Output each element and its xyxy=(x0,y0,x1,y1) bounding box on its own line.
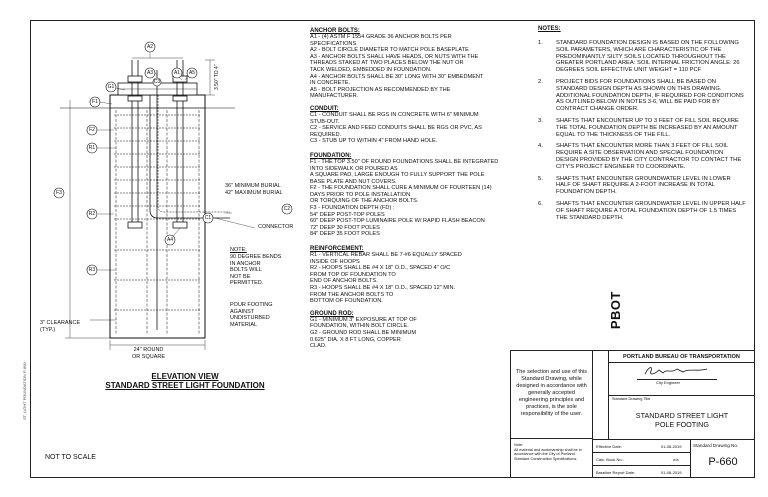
spec-line: FROM THE ANCHOR BOLTS TO xyxy=(310,291,394,298)
std-no-value: P-660 xyxy=(708,456,738,468)
callout-A2: A2 xyxy=(146,44,154,50)
spec-line: A4 - ANCHOR BOLTS SHALL BE 30" LONG WITH 30" EMBEDMENT xyxy=(310,73,484,80)
agency-name: PORTLAND BUREAU OF TRANSPORTATION xyxy=(609,351,755,363)
spec-line: DAYS PRIOR TO POLE INSTALLATION xyxy=(310,191,411,198)
spec-line: 72" DEEP 30 FOOT POLES xyxy=(310,224,380,231)
callout-F3: F3 xyxy=(56,190,62,196)
spec-line: A3 - ANCHOR BOLTS SHALL HAVE HEADS, OR NUTS WITH THE xyxy=(310,53,479,60)
engineer-signature xyxy=(641,364,711,378)
note-number: 6. xyxy=(538,200,543,207)
not-to-scale: NOT TO SCALE xyxy=(45,454,96,461)
round-dim: 24" ROUND OR SQUARE xyxy=(132,347,166,360)
title-block xyxy=(510,291,755,478)
projection-dim: 3.50" TO 4" xyxy=(214,64,220,90)
notes-heading: NOTES: xyxy=(538,26,561,32)
spec-line: C3 - STUB UP TO WITHIN 4" FROM HAND HOLE. xyxy=(310,138,438,145)
info-grid xyxy=(593,439,755,478)
note-body: SHAFTS THAT ENCOUNTER MORE THAN 3 FEET OF FILL SOIL REQUIRE A SITE OBSERVATION AND SPECIAL FOUNDATION DESIGN PROVIDED BY THE CITY CONTRACTOR TO CONTACT THE CITY'S PROJECT ENGINEER TO COORDINATE. xyxy=(556,143,742,170)
note-body: SHAFTS THAT ENCOUNTER UP TO 3 FEET OF FILL SOIL REQUIRE THE TOTAL FOUNDATION DEPTH BE INCREASED BY AN AMOUNT EQUAL TO THE THICKNESS OF THE FILL. xyxy=(556,117,739,138)
calc-value: n/a xyxy=(673,457,679,462)
spec-line: SPECIFICATIONS xyxy=(310,40,357,47)
spec-line: F3 - FOUNDATION DEPTH (FD) : xyxy=(310,205,395,212)
note-label: NOTE: xyxy=(230,247,247,253)
callout-A5: A5 xyxy=(188,70,196,76)
spec-line: OR TORQUING OF THE ANCHOR BOLTS. xyxy=(310,198,419,205)
notes-column xyxy=(538,26,753,226)
calc-row xyxy=(593,453,691,466)
elevation-title: ELEVATION VIEW xyxy=(151,372,219,381)
pbot-logo xyxy=(593,291,623,439)
pbot-logo-text: PBOT xyxy=(608,291,623,330)
note-body: PROJECT BIDS FOR FOUNDATIONS SHALL BE BASED ON STANDARD DESIGN DEPTH AS SHOWN ON THIS DRAWING. ADDITIONAL FOUNDATION DEPTH, IF REQUIRED FOR CONDITIONS AS OUTLINED BELOW IN NOTES 3-6, WILL BE PAID FOR BY CONTRACT CHANGE ORDER. xyxy=(556,78,744,113)
spec-line: R3 - HOOPS SHALL BE #4 X 18" O.D., SPACED 12" MIN. xyxy=(310,285,456,291)
note-number: 2. xyxy=(538,78,543,85)
baseline-row xyxy=(593,466,691,478)
callout-G1: G1 xyxy=(107,84,115,90)
callout-R2: R2 xyxy=(88,211,96,217)
connector-label: CONNECTOR xyxy=(258,224,294,230)
pour-note: POUR FOOTING AGAINST UNDISTURBED MATERIAL xyxy=(230,302,273,328)
ground-heading: GROUND ROD: xyxy=(310,310,354,317)
spec-line: R1 - VERTICAL REBAR SHALL BE 7-#6 EQUALLY SPACED xyxy=(310,252,462,259)
effective-value: 01-08-2019 xyxy=(661,444,682,449)
clearance-dim: 3" CLEARANCE (TYP.) xyxy=(40,320,81,333)
callout-A1: A1 xyxy=(173,70,181,76)
callout-A3: A3 xyxy=(146,70,154,76)
note-item xyxy=(538,118,753,138)
drawing-title-1: STANDARD STREET LIGHT xyxy=(635,411,729,420)
reinforcement-heading: REINFORCEMENT: xyxy=(310,246,364,253)
spec-line: F1 - THE TOP 3.50" OF ROUND FOUNDATIONS SHALL BE INTEGRATED xyxy=(310,158,499,165)
note-number: 3. xyxy=(538,117,543,124)
spec-line: A5 - BOLT PROJECTION AS RECOMMENDED BY THE xyxy=(310,86,451,93)
callout-A4: A4 xyxy=(166,237,174,243)
spec-line: BOTTOM OF FOUNDATION. xyxy=(310,298,383,305)
spec-line: END OF ANCHOR BOLTS. xyxy=(310,278,378,285)
spec-line: THREADS STAKED AT TWO PLACES BELOW THE NUT OR xyxy=(310,60,464,67)
spec-line: G1 - MINIMUM 3" EXPOSURE AT TOP OF xyxy=(310,316,417,323)
callout-F2: F2 xyxy=(89,127,95,133)
spec-line: A SQUARE PAD, LARGE ENOUGH TO FULLY SUPPORT THE POLE xyxy=(310,172,485,179)
note-number: 1. xyxy=(538,40,543,46)
specs-column xyxy=(310,28,535,350)
baseline-value: 01-08-2019 xyxy=(661,470,682,475)
spec-line: F2 - THE FOUNDATION SHALL CURE A MINIMUM OF FOURTEEN (14) xyxy=(310,185,492,192)
callout-C1: C1 xyxy=(204,215,212,221)
anchor-heading: ANCHOR BOLTS: xyxy=(310,28,360,34)
spec-line: C2 - SERVICE AND FEED CONDUITS SHALL BE RGS OR PVC, AS xyxy=(310,125,482,132)
conduit-heading: CONDUIT: xyxy=(310,105,339,112)
baseline-label: Baseline Report Date: xyxy=(596,470,636,475)
elevation-drawing xyxy=(40,25,310,385)
spec-line: INSIDE OF HOOPS xyxy=(310,258,360,265)
effective-label: Effective Date: xyxy=(596,444,622,449)
spec-line: FOUNDATION, WITHIN BOLT CIRCLE. xyxy=(310,323,409,330)
spec-line: MANUFACTURER. xyxy=(310,93,359,100)
note-item xyxy=(538,143,753,170)
usage-disclaimer: The selection and use of this Standard Drawing, while designed in accordance with generally accepted engineering principles and practices, is the sole responsibility of the user. xyxy=(511,351,593,439)
spec-line: TACK WELDED, EMBEDDED IN FOUNDATION. xyxy=(310,66,432,73)
spec-line: A2 - BOLT CIRCLE DIAMETER TO MATCH POLE BASEPLATE xyxy=(310,47,469,54)
drawing-title-2: POLE FOOTING xyxy=(655,420,709,429)
callout-C3: C3 xyxy=(153,79,161,85)
note-body: SHAFTS THAT ENCOUNTER GROUNDWATER LEVEL IN UPPER HALF OF SHAFT REQUIRE A TOTAL FOUNDATION DEPTH OF 1.5 TIMES THE STANDARD DEPTH. xyxy=(556,200,746,221)
callout-R3: R3 xyxy=(88,267,96,273)
spec-line: INTO SIDEWALK OR POURED AS xyxy=(310,165,398,172)
note-item xyxy=(538,79,753,113)
spec-line: 0.625" DIA. X 8 FT LONG, COPPER xyxy=(310,336,401,343)
spec-line: A1 - (4) ASTM F 1554 GRADE 36 ANCHOR BOLTS PER xyxy=(310,34,452,40)
drawing-title-label: Standard Drawing Title xyxy=(612,397,651,401)
spec-line: G2 - GROUND ROD SHALL BE MINIMUM xyxy=(310,329,417,336)
spec-line: 84" DEEP 35 FOOT POLES xyxy=(310,231,380,238)
note-number: 4. xyxy=(538,143,543,150)
note-body: STANDARD FOUNDATION DESIGN IS BASED ON THE FOLLOWING SOIL PARAMETERS, WHICH ARE CHARACTERISTIC OF THE PREDOMINANTLY SILTY SOILS LOCATED THROUGHOUT THE GREATER PORTLAND AREA: SOIL INTERNAL FRICTION ANGLE: 26 DEGREES SOIL EFFECTIVE UNIT WEIGHT = 110 PCF xyxy=(556,40,740,74)
callout-F1: F1 xyxy=(92,99,98,105)
spec-line: CLAD. xyxy=(310,343,327,350)
note-number: 5. xyxy=(538,175,543,182)
std-no-label: Standard Drawing No. xyxy=(693,443,739,448)
callout-R1: R1 xyxy=(88,145,96,151)
calc-label: Calc. Book No.: xyxy=(596,457,624,462)
spec-line: IN CONCRETE. xyxy=(310,80,351,87)
spec-line: 54" DEEP POST-TOP POLES xyxy=(310,211,385,218)
note-item xyxy=(538,40,753,74)
note-item xyxy=(538,176,753,196)
foundation-heading: FOUNDATION: xyxy=(310,152,352,159)
spec-line: BASE PLATE AND NUT COVERS. xyxy=(310,178,397,185)
engineer-role: City Engineer xyxy=(656,380,681,385)
note-item xyxy=(538,201,753,221)
foundation-title: STANDARD STREET LIGHT FOUNDATION xyxy=(105,381,265,390)
spec-line: STUB-OUT. xyxy=(310,118,340,125)
spec-line: R2 - HOOPS SHALL BE #4 X 18" O.D., SPACED 4" O/C xyxy=(310,265,451,272)
burial-dim: 36" MINIMUM BURIAL 42" MAXIMUM BURIAL xyxy=(225,183,283,196)
spec-line: REQUIRED. xyxy=(310,131,342,138)
callout-C2: C2 xyxy=(283,206,291,212)
bends-note: 90 DEGREE BENDS IN ANCHOR BOLTS WILL NOT BE PERMITTED. xyxy=(230,254,282,286)
side-label: ST. LIGHT FOUNDATION P-660 xyxy=(22,362,27,420)
small-note: Note: All material and workmanship shall be in accordance with the City of Portland Standard Construction Specifications. xyxy=(511,439,593,478)
spec-line: FROM TOP OF FOUNDATION TO xyxy=(310,271,396,278)
spec-line: C1 - CONDUIT SHALL BE RGS IN CONCRETE WITH 6" MINIMUM xyxy=(310,111,479,118)
drawing-title-divider xyxy=(609,395,755,396)
note-body: SHAFTS THAT ENCOUNTER GROUNDWATER LEVEL IN LOWER HALF OF SHAFT REQUIRE A 2-FOOT INCREASE IN TOTAL FOUNDATION DEPTH. xyxy=(556,175,731,196)
effective-row xyxy=(593,440,691,453)
spec-line: 60" DEEP POST-TOP LUMINAIRE POLE W/ RAPID FLASH BEACON xyxy=(310,218,485,225)
